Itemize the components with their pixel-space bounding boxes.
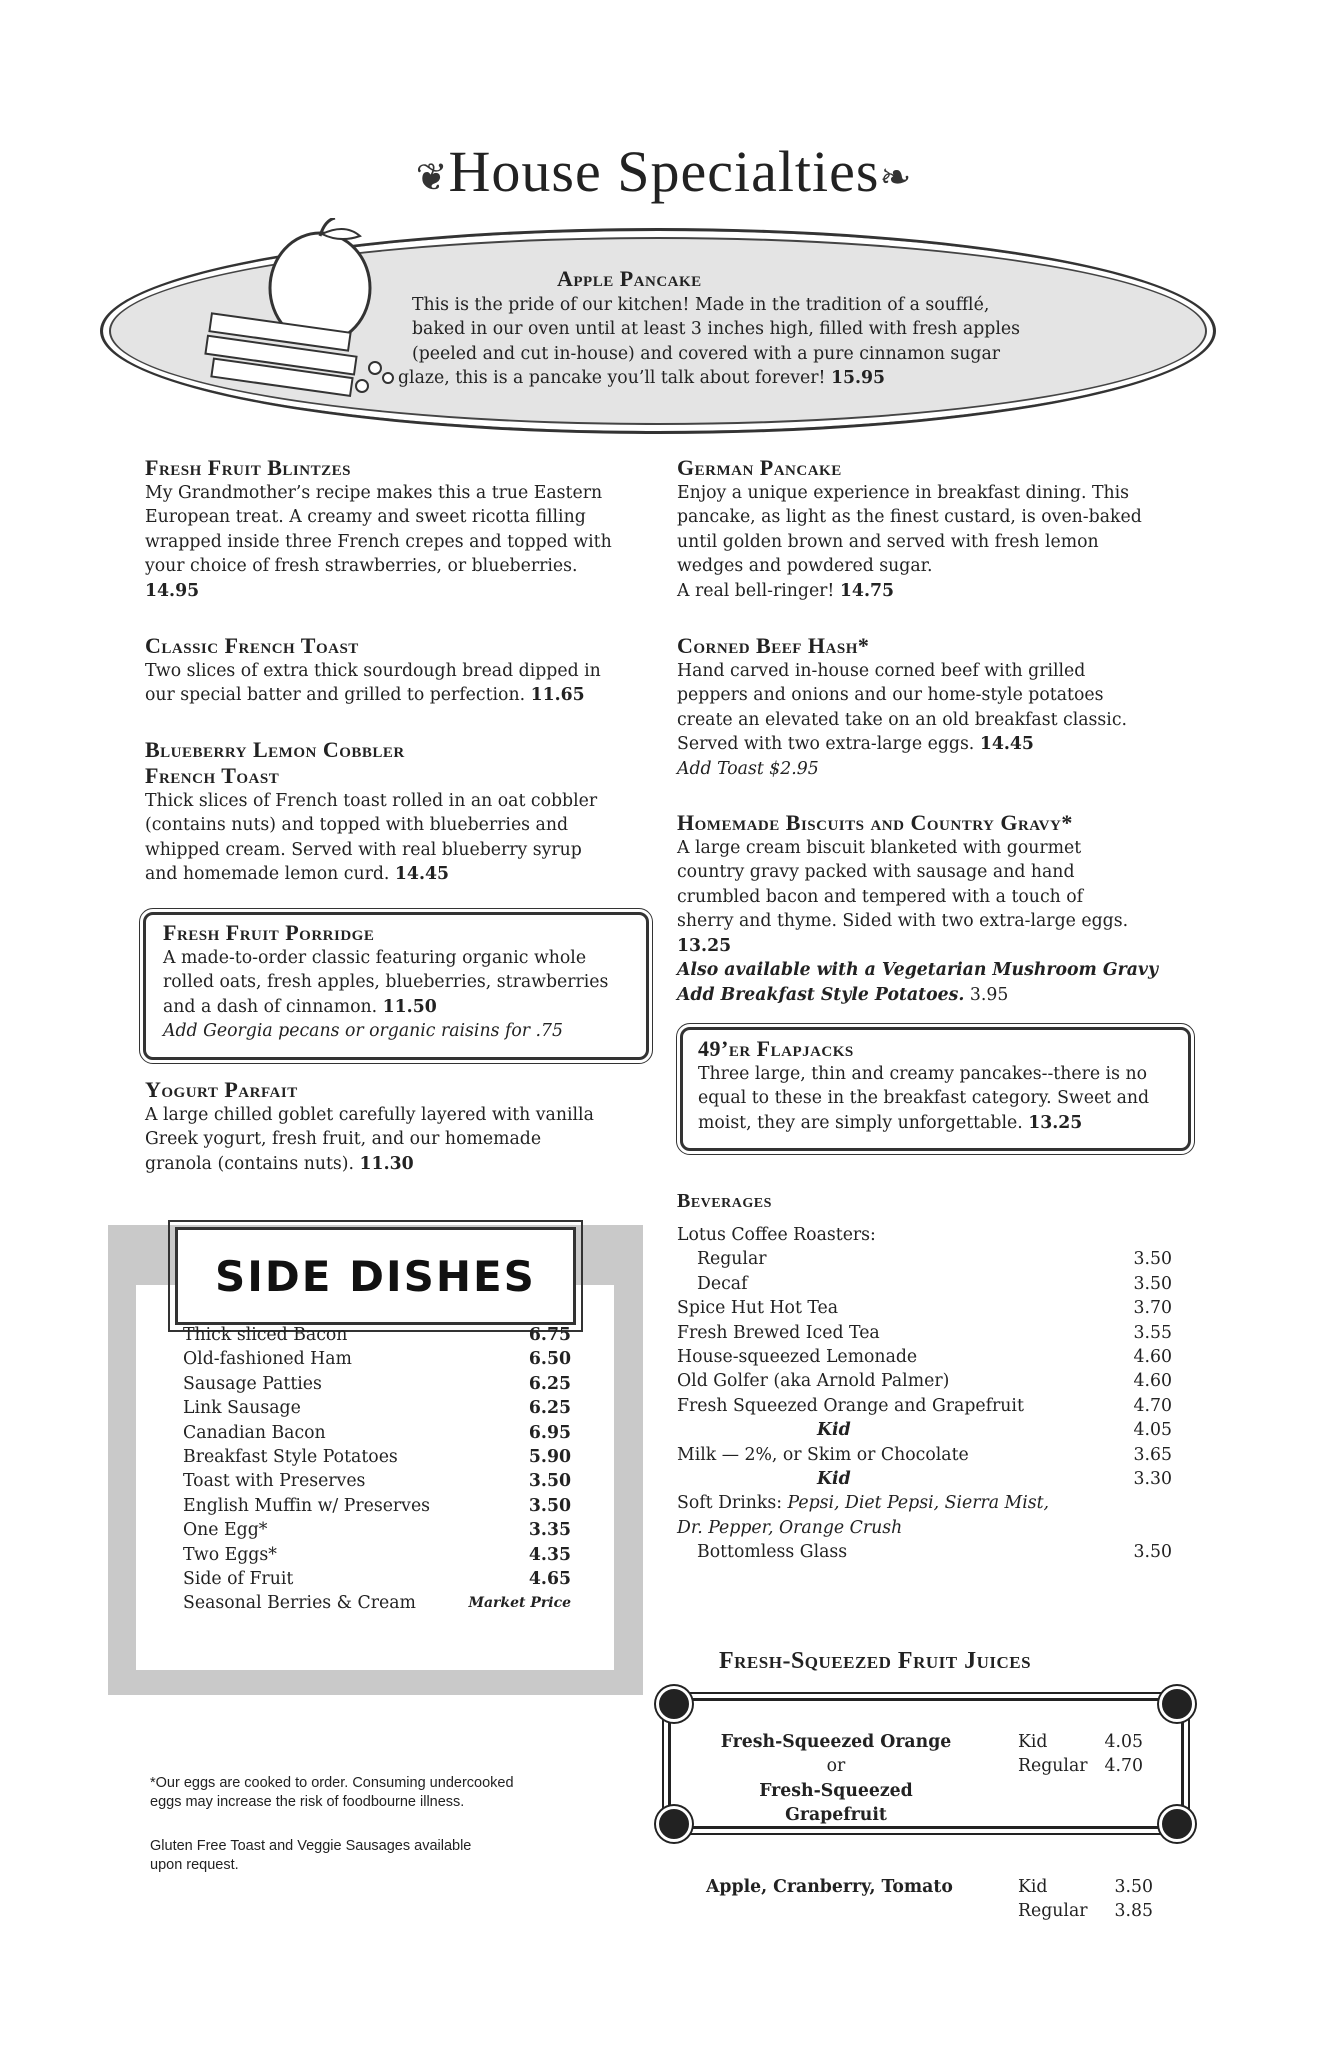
french-toast-desc: Two slices of extra thick sourdough bread dipped in our special batter and grilled to perfection. 11.65 — [145, 661, 601, 706]
porridge-price: 11.50 — [382, 996, 437, 1017]
beverages-header: Lotus Coffee Roasters: — [677, 1225, 876, 1245]
medallion-icon — [1159, 1686, 1195, 1722]
list-item: Canadian Bacon 6.95 — [183, 1422, 571, 1443]
list-item: Side of Fruit 4.65 — [183, 1569, 571, 1590]
hash-price: 14.45 — [979, 734, 1034, 755]
list-item: Seasonal Berries & Cream Market Price — [183, 1593, 571, 1614]
medallion-icon — [656, 1686, 692, 1722]
eggs-notice: *Our eggs are cooked to order. Consuming undercooked eggs may increase the risk of foodbourne illness. — [150, 1775, 514, 1810]
list-item: Link Sausage 6.25 — [183, 1398, 571, 1419]
parfait-price: 11.30 — [359, 1153, 414, 1174]
side-dishes-list — [183, 1323, 571, 1616]
right-column: German Pancake Enjoy a unique experience in breakfast dining. This pancake, as light as the finest custard, is oven-baked until golden brown and served with fresh lemon wedges and powdered sugar. A real bell-ringer! 14.75 Corned Beef Hash* Hand carved in-house corned beef with grilled peppers and onions and our home-style potatoes create an elevated take on an old breakfast classic. Served with two extra-large eggs. 14.45 Add Toast $2.95 Homemade Biscuits and Country Gravy* A large cream biscuit blanketed with gourmet country gravy packed with sausage and hand crumbled bacon and tempered with a touch of sherry and thyme. Sided with two extra-large eggs. 13.25 Also available with a Vegetarian Mushroom Gravy Add Breakfast Style Potatoes. 3.95 — [677, 455, 1197, 1007]
blintzes-name: Fresh Fruit Blintzes — [145, 455, 351, 480]
list-item: Milk — 2%, or Skim or Chocolate 3.65 — [677, 1444, 1172, 1465]
porridge-addon: Add Georgia pecans or organic raisins for .75 — [163, 1021, 563, 1042]
flapjacks-price: 13.25 — [1028, 1112, 1083, 1133]
gluten-free-notice: Gluten Free Toast and Veggie Sausages available upon request. — [150, 1838, 472, 1873]
list-item: Decaf 3.50 — [697, 1273, 1172, 1294]
parfait-section: Yogurt Parfait A large chilled goblet carefully layered with vanilla Greek yogurt, fresh fruit, and our homemade granola (contains nuts). 11.30 — [145, 1077, 645, 1176]
biscuits-addon-1: Also available with a Vegetarian Mushroom Gravy — [677, 960, 1158, 981]
juices-other-prices: Kid 3.50 Regular 3.85 — [1018, 1877, 1153, 1922]
flourish-left-icon: ❦ — [415, 157, 449, 200]
list-item: Kid 3.30 — [817, 1469, 1172, 1490]
cobbler-name-2: French Toast — [145, 762, 280, 788]
list-item: Old-fashioned Ham 6.50 — [183, 1349, 571, 1370]
hash-addon: Add Toast $2.95 — [677, 758, 819, 779]
juices-box-prices: Kid 4.05 Regular 4.70 — [1018, 1732, 1143, 1777]
medallion-icon — [656, 1806, 692, 1842]
list-item: Kid 4.05 — [817, 1420, 1172, 1441]
list-item: Bottomless Glass 3.50 — [697, 1542, 1172, 1563]
list-item: Fresh Brewed Iced Tea 3.55 — [677, 1322, 1172, 1343]
apple-pancake-desc: This is the pride of our kitchen! Made in the tradition of a soufflé, baked in our oven until at least 3 inches high, filled with fresh apples (peeled and cut in-house) and covered with a pure cinnamon sugar glaze, this is a pancake you’ll talk about forever! 15.95 — [398, 295, 1020, 389]
flapjacks-content: 49’er Flapjacks Three large, thin and creamy pancakes--there is no equal to these in the breakfast category. Sweet and moist, they are simply unforgettable. 13.25 — [698, 1036, 1188, 1135]
soft-drinks: Soft Drinks: Pepsi, Diet Pepsi, Sierra Mist, — [677, 1493, 1050, 1514]
french-toast-name: Classic French Toast — [145, 633, 359, 659]
cobbler-desc: Thick slices of French toast rolled in an oat cobbler (contains nuts) and topped with blueberries and whipped cream. Served with real blueberry syrup and homemade lemon curd. 14.45 — [145, 790, 598, 885]
list-item: English Muffin w/ Preserves 3.50 — [183, 1495, 571, 1516]
list-item: Breakfast Style Potatoes 5.90 — [183, 1447, 571, 1468]
biscuits-name: Homemade Biscuits and Country Gravy* — [677, 810, 1073, 836]
apple-pancake-name: Apple Pancake — [557, 266, 702, 291]
list-item: Spice Hut Hot Tea 3.70 — [677, 1298, 1172, 1319]
cobbler-name: Blueberry Lemon Cobbler — [145, 736, 405, 762]
list-item: House-squeezed Lemonade 4.60 — [677, 1347, 1172, 1368]
biscuits-addon-2: Add Breakfast Style Potatoes. — [677, 984, 965, 1005]
medallion-icon — [1159, 1806, 1195, 1842]
german-name: German Pancake — [677, 455, 842, 480]
left-column — [145, 455, 645, 886]
apple-cinnamon-illustration — [200, 218, 410, 418]
list-item: Old Golfer (aka Arnold Palmer) 4.60 — [677, 1371, 1172, 1392]
list-item: Thick sliced Bacon 6.75 — [183, 1325, 571, 1345]
blintzes-desc: My Grandmother’s recipe makes this a true Eastern European treat. A creamy and sweet ricotta filling wrapped inside three French crepes and topped with your choice of fresh strawberries, or blueberries. 14.95 — [145, 481, 645, 603]
parfait-name: Yogurt Parfait — [145, 1077, 298, 1102]
side-dishes-title: SIDE DISHES — [175, 1227, 576, 1325]
list-item: Fresh Squeezed Orange and Grapefruit 4.70 — [677, 1395, 1172, 1416]
juices-other: Apple, Cranberry, Tomato — [706, 1877, 953, 1897]
biscuits-price: 13.25 — [677, 935, 732, 956]
german-price: 14.75 — [839, 580, 895, 601]
list-item: Regular 3.50 — [697, 1249, 1172, 1270]
flapjacks-name: 49’er Flapjacks — [698, 1036, 854, 1061]
apple-pancake-price: 15.95 — [830, 368, 886, 389]
cobbler-price: 14.45 — [394, 864, 450, 885]
porridge-name: Fresh Fruit Porridge — [163, 920, 375, 945]
hash-name: Corned Beef Hash* — [677, 633, 870, 659]
list-item: Toast with Preserves 3.50 — [183, 1471, 571, 1492]
beverages-section: Beverages Lotus Coffee Roasters: Regular 3.50 Decaf 3.50 Spice Hut Hot Tea 3.70 Fresh Brewed Iced Tea 3.55 House-squeezed Lemonade 4.60 Old Golfer (aka Arnold Palmer) 4.60 Fresh Squeezed Orange and Grapefruit 4.70 Kid 4.05 Milk — 2%, or Skim or Chocolate 3.65 Kid 3.30 Soft Drinks: Pepsi, Diet Pepsi, Sierra Mist, Dr. Pepper, Orange Crush Bottomless Glass 3.50 — [677, 1190, 1172, 1565]
list-item: Sausage Patties 6.25 — [183, 1373, 571, 1394]
french-toast-price: 11.65 — [530, 685, 585, 706]
list-item: Two Eggs* 4.35 — [183, 1544, 571, 1565]
juices-orange-grapefruit: Fresh-Squeezed Orange or Fresh-Squeezed Grapefruit — [720, 1732, 952, 1826]
list-item: One Egg* 3.35 — [183, 1520, 571, 1541]
porridge-content: Fresh Fruit Porridge A made-to-order classic featuring organic whole rolled oats, fresh apples, blueberries, strawberries and a dash of cinnamon. 11.50 Add Georgia pecans or organic raisins for .75 — [163, 920, 643, 1044]
page-title: ❦House Specialties❧ — [415, 139, 913, 204]
flourish-right-icon: ❧ — [879, 157, 913, 200]
juices-title: Fresh-Squeezed Fruit Juices — [719, 1648, 1032, 1674]
blintzes-price: 14.95 — [145, 580, 200, 601]
beverages-title: Beverages — [677, 1190, 772, 1212]
